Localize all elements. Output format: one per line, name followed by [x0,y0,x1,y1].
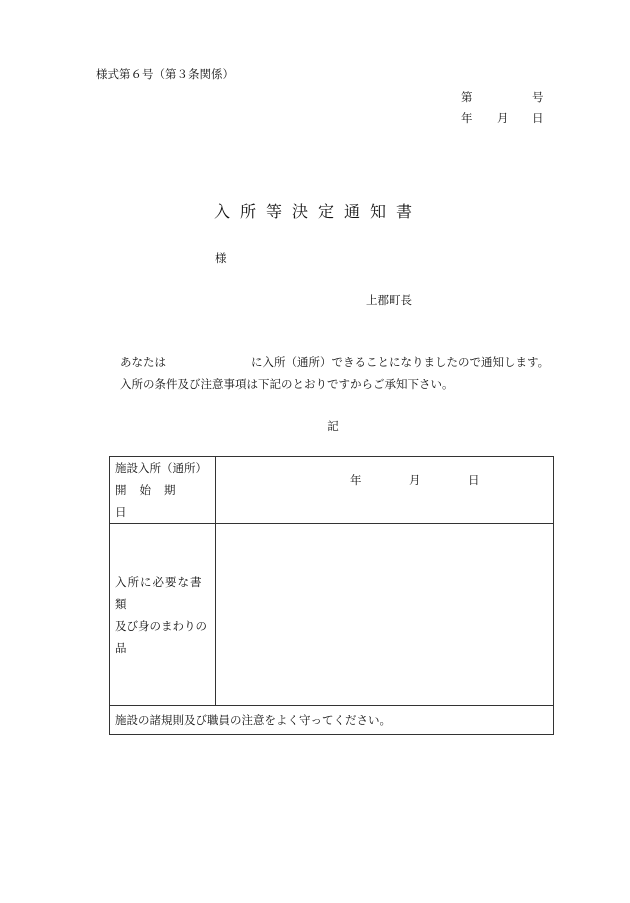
start-date-month-label: 月 [409,473,421,487]
start-date-row [110,457,554,524]
start-date-label-line1: 施設入所（通所） [115,461,207,475]
ki-heading: 記 [327,419,339,433]
start-date-day-label: 日 [468,473,480,487]
start-date-label-cell [110,457,216,524]
start-date-year-label: 年 [350,473,362,487]
date-month-label: 月 [497,111,509,125]
note-row [110,706,554,735]
details-table [109,456,554,735]
start-date-value-cell [216,457,554,524]
body-line-1-start: あなたは [120,355,166,369]
addressee-honorific: 様 [215,251,227,265]
issuer-name: 上郡町長 [366,293,412,307]
required-items-row [110,524,554,706]
body-line-2: 入所の条件及び注意事項は下記のとおりですからご承知下さい。 [120,377,454,391]
number-prefix: 第 [461,90,473,104]
document-title: 入所等決定通知書 [213,202,422,221]
required-items-value-cell [216,524,554,706]
body-line-1-end: に入所（通所）できることになりましたので通知します。 [251,355,550,369]
required-items-label-line1: 入所に必要な書類 [115,574,203,611]
required-items-label-line2: 及び身のまわりの品 [115,618,207,655]
required-items-label-cell [110,524,216,706]
note-cell: 施設の諸規則及び職員の注意をよく守ってください。 [110,706,554,735]
start-date-label-line2: 開始期日 [115,483,189,519]
date-year-label: 年 [461,111,473,125]
date-day-label: 日 [532,111,544,125]
number-suffix: 号 [532,90,544,104]
form-number: 様式第６号（第３条関係） [96,67,234,81]
